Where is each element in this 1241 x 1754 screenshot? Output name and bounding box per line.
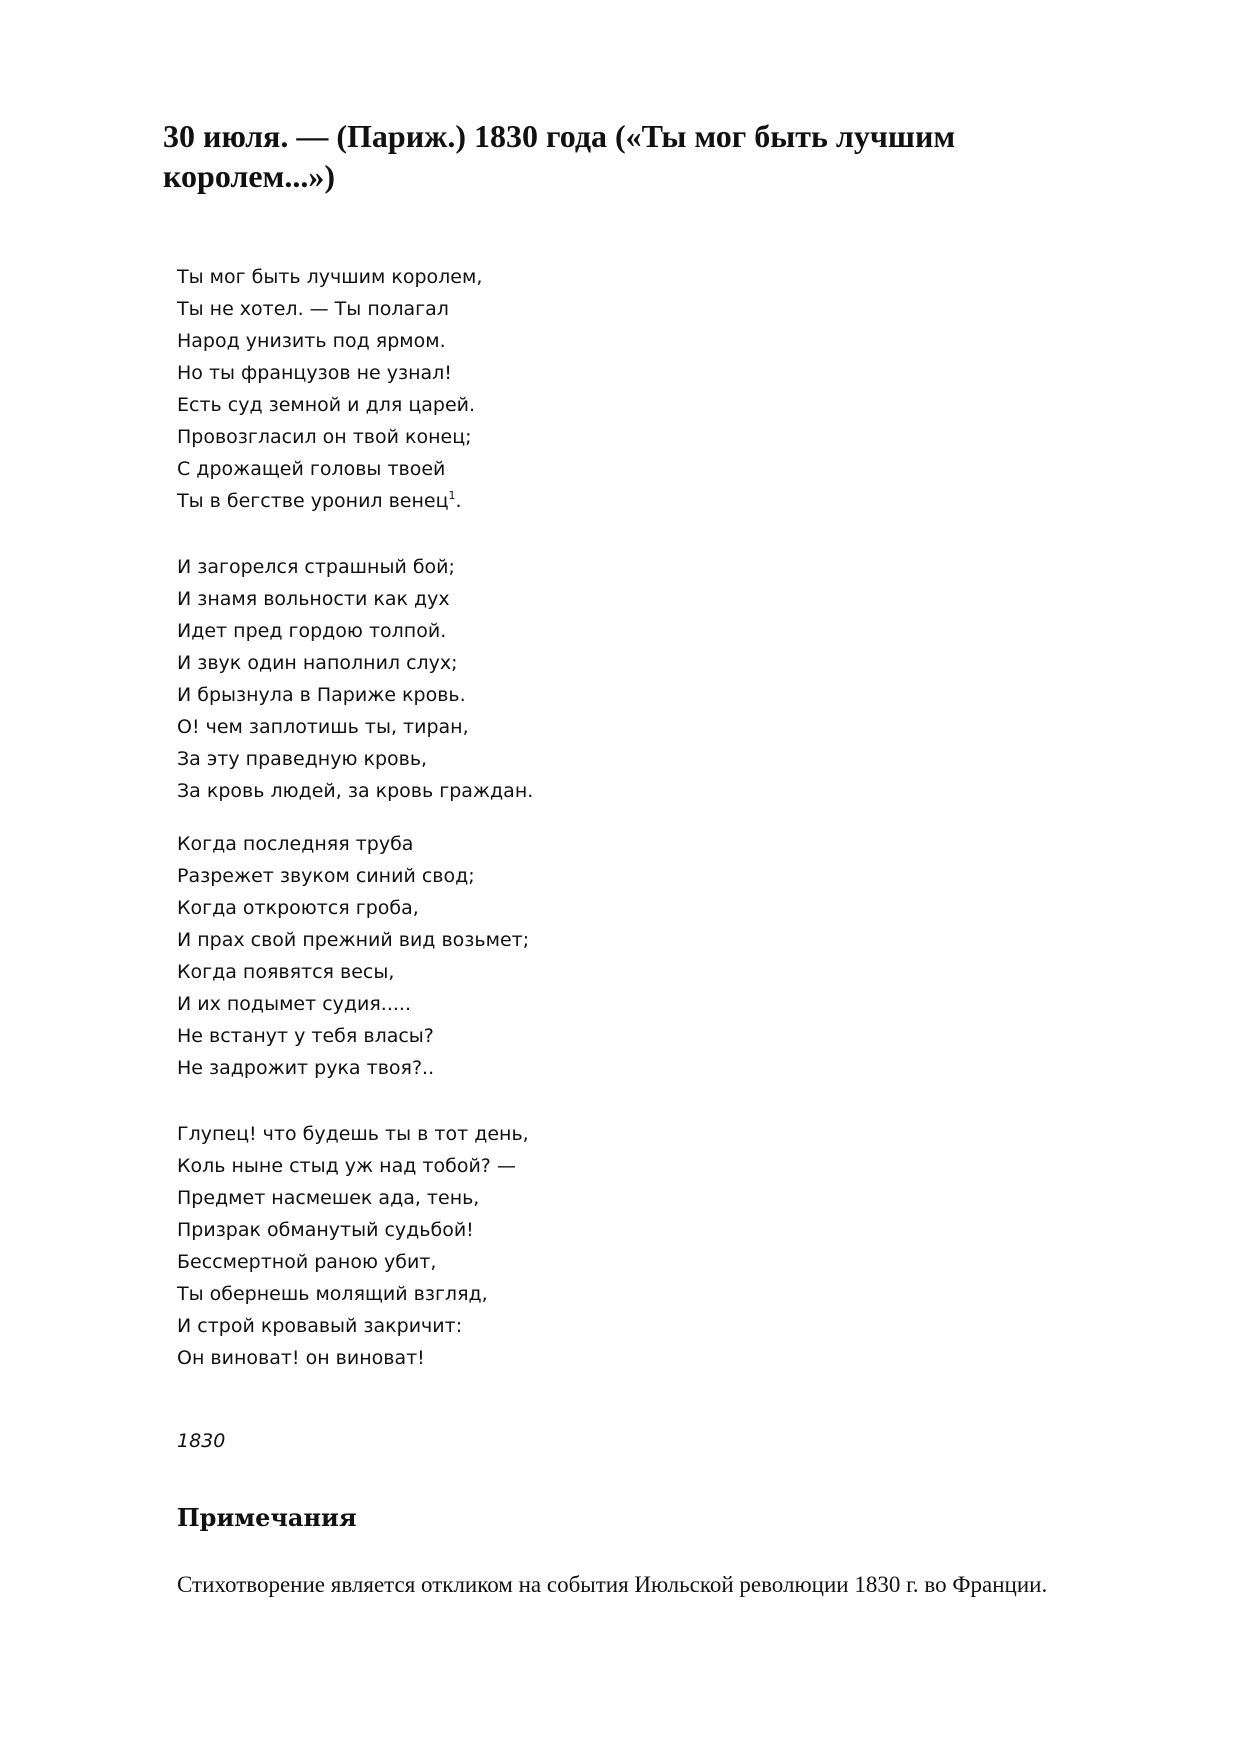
stanza [177,1118,777,1374]
poem-line: Ты мог быть лучшим королем, [177,266,483,288]
poem-line: Бессмертной раною убит, [177,1251,437,1273]
poem-line: Когда последняя труба [177,833,414,855]
poem-line: Предмет насмешек ада, тень, [177,1187,480,1209]
poem-line: И загорелся страшный бой; [177,556,455,578]
poem-line: Идет пред гордою толпой. [177,620,447,642]
poem-line-text: Ты в бегстве уронил венец [177,490,449,512]
poem-line: Призрак обманутый судьбой! [177,1219,474,1241]
poem-line: За кровь людей, за кровь граждан. [177,780,534,802]
stanza [177,828,777,1084]
poem-line: Ты обернешь молящий взгляд, [177,1283,488,1305]
poem-line-tail: . [455,490,462,512]
stanza [177,261,777,517]
poem-line: Он виноват! он виноват! [177,1347,425,1369]
poem-year: 1830 [177,1430,226,1452]
poem-line: И их подымет судия..... [177,993,412,1015]
poem-line: Не задрожит рука твоя?.. [177,1057,435,1079]
poem-line: Глупец! что будешь ты в тот день, [177,1123,529,1145]
poem-line: Коль ныне стыд уж над тобой? — [177,1155,516,1177]
poem-line: Но ты французов не узнал! [177,362,452,384]
poem-line: Разрежет звуком синий свод; [177,865,475,887]
poem-line: И звук один наполнил слух; [177,652,458,674]
poem-line: Когда откроются гроба, [177,897,419,919]
page-title: 30 июля. — (Париж.) 1830 года («Ты мог быть лучшим королем...») [163,118,956,194]
poem-line: И строй кровавый закричит: [177,1315,463,1337]
stanza [177,551,777,807]
poem-line: Когда появятся весы, [177,961,395,983]
poem-line: За эту праведную кровь, [177,748,428,770]
poem-line: И знамя вольности как дух [177,588,450,610]
notes-text: Стихотворение является откликом на события Июльской революции 1830 г. во Франции. [177,1572,1048,1597]
poem-line [177,485,777,517]
poem-line: Народ унизить под ярмом. [177,330,446,352]
footnote-marker[interactable]: 1 [448,489,456,502]
notes-heading: Примечания [177,1503,357,1532]
poem-line: И прах свой прежний вид возьмет; [177,929,530,951]
poem-line: Не встанут у тебя власы? [177,1025,434,1047]
poem-line: С дрожащей головы твоей [177,458,446,480]
poem-line: И брызнула в Париже кровь. [177,684,466,706]
poem-line: О! чем заплотишь ты, тиран, [177,716,469,738]
poem-line: Ты не хотел. — Ты полагал [177,298,449,320]
poem-line: Есть суд земной и для царей. [177,394,476,416]
poem-line: Провозгласил он твой конец; [177,426,472,448]
